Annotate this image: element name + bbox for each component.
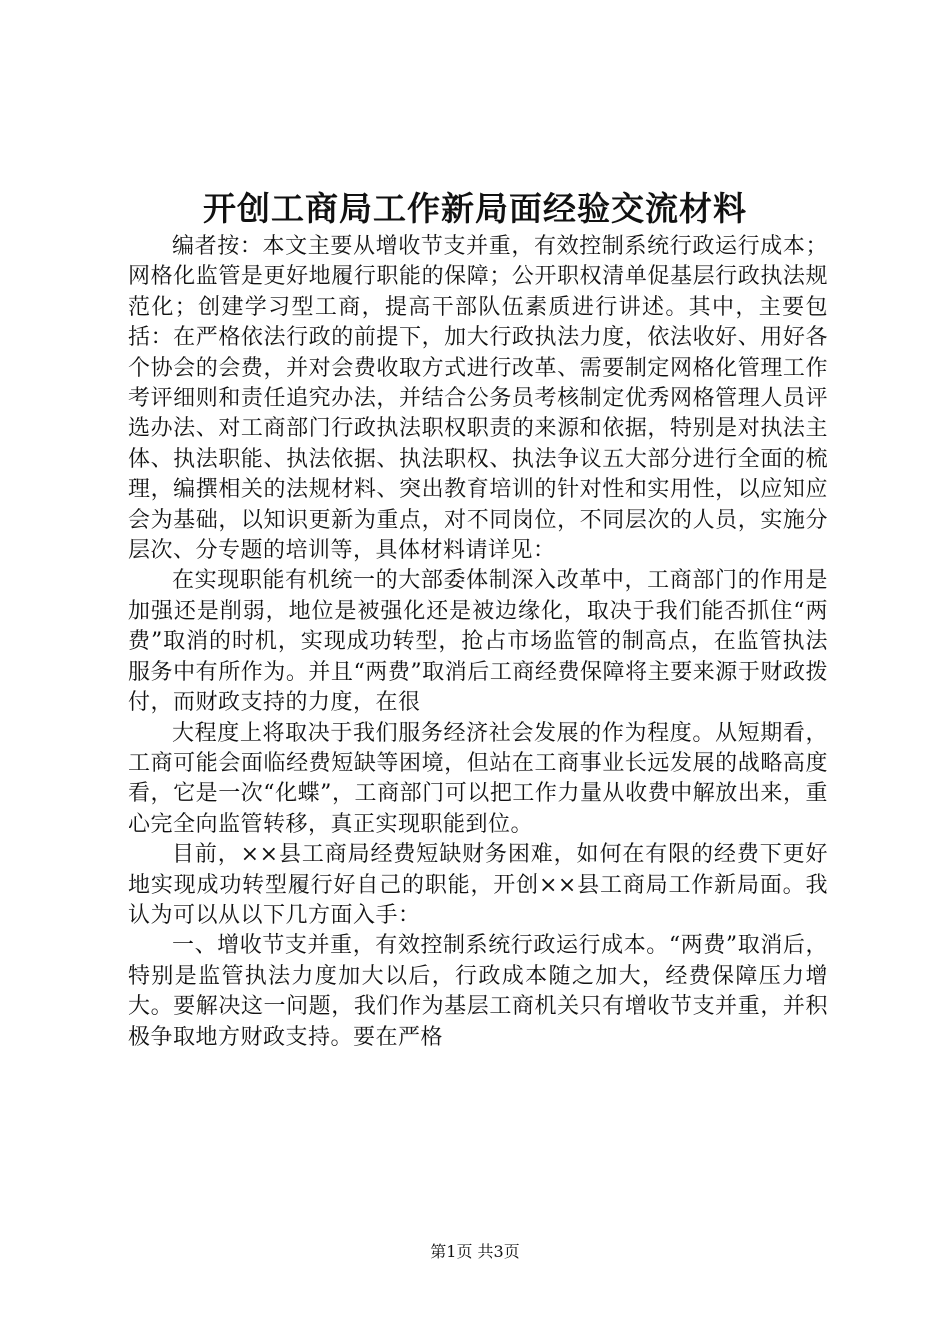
- paragraph-short-term-view: 大程度上将取决于我们服务经济社会发展的作为程度。从短期看，工商可能会面临经费短缺等困境，但站在工商事业长远发展的战略高度看，它是一次“化蝶”，工商部门可以把工作力量从收费中解放出来，重心完全向监管转移，真正实现职能到位。: [128, 720, 828, 837]
- document-body: [128, 232, 828, 1053]
- paragraph-editor-note: 编者按：本文主要从增收节支并重，有效控制系统行政运行成本；网格化监管是更好地履行职能的保障；公开职权清单促基层行政执法规范化；创建学习型工商，提高干部队伍素质进行讲述。其中，主要包括：在严格依法行政的前提下，加大行政执法力度，依法收好、用好各个协会的会费，并对会费收取方式进行改革、需要制定网格化管理工作考评细则和责任追究办法，并结合公务员考核制定优秀网格管理人员评选办法、对工商部门行政执法职权职责的来源和依据，特别是对执法主体、执法职能、执法依据、执法职权、执法争议五大部分进行全面的梳理，编撰相关的法规材料、突出教育培训的针对性和实用性，以应知应会为基础，以知识更新为重点，对不同岗位，不同层次的人员，实施分层次、分专题的培训等，具体材料请详见：: [128, 234, 828, 564]
- paragraph-section-one: 一、增收节支并重，有效控制系统行政运行成本。“两费”取消后，特别是监管执法力度加大以后，行政成本随之加大，经费保障压力增大。要解决这一问题，我们作为基层工商机关只有增收节支并重，并积极争取地方财政支持。要在严格: [128, 933, 828, 1050]
- paragraph-current-situation: 目前，××县工商局经费短缺财务困难，如何在有限的经费下更好地实现成功转型履行好自己的职能，开创××县工商局工作新局面。我认为可以从以下几方面入手：: [128, 842, 828, 928]
- paragraph-reform-context: 在实现职能有机统一的大部委体制深入改革中，工商部门的作用是加强还是削弱，地位是被强化还是被边缘化，取决于我们能否抓住“两费”取消的时机，实现成功转型，抢占市场监管的制高点，在监管执法服务中有所作为。并且“两费”取消后工商经费保障将主要来源于财政拨付，而财政支持的力度，在很: [128, 568, 828, 716]
- page-footer: 第1页 共3页: [430, 1242, 520, 1261]
- document-title: 开创工商局工作新局面经验交流材料: [203, 189, 747, 228]
